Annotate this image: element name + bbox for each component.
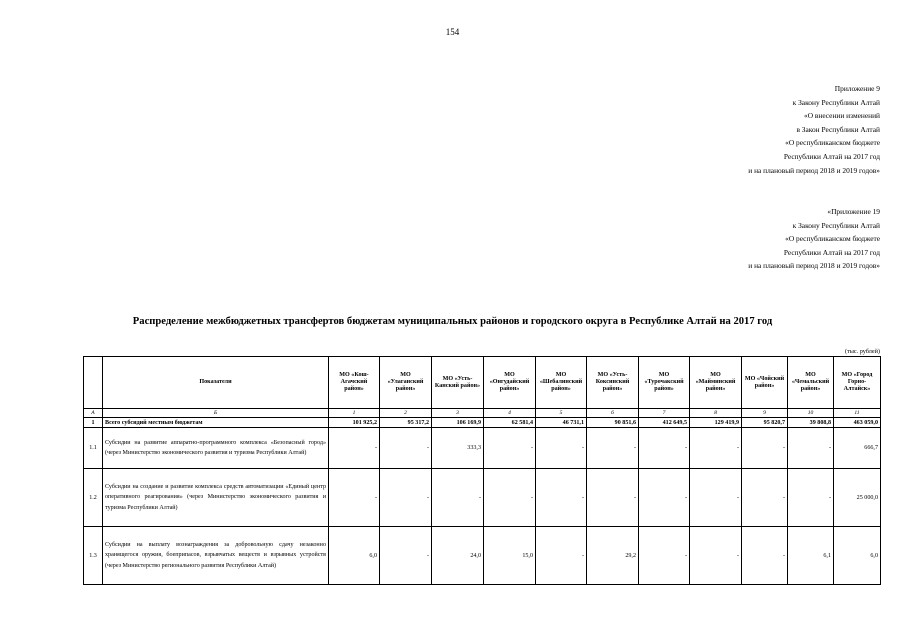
- column-header: МО «Чемальский район»: [788, 357, 834, 409]
- annex-9-line: Республики Алтай на 2017 год: [783, 151, 880, 161]
- column-number: 9: [742, 409, 788, 418]
- column-number: 4: [484, 409, 536, 418]
- column-header: МО «Усть-Коксинский район»: [587, 357, 639, 409]
- table-row-total: [84, 418, 881, 428]
- row-value: -: [639, 428, 690, 469]
- column-number: 5: [536, 409, 587, 418]
- column-number: А: [84, 409, 103, 418]
- column-number: 10: [788, 409, 834, 418]
- row-value: -: [742, 527, 788, 585]
- annex-9-line: в Закон Республики Алтай: [796, 124, 880, 134]
- row-value: -: [432, 469, 484, 527]
- row-value: 29,2: [587, 527, 639, 585]
- column-number: 8: [690, 409, 742, 418]
- row-value: -: [329, 428, 380, 469]
- annex-9-line: к Закону Республики Алтай: [792, 97, 880, 107]
- column-header: МО «Город Горно-Алтайск»: [834, 357, 881, 409]
- column-header: МО «Турочакский район»: [639, 357, 690, 409]
- row-number: 1: [84, 418, 103, 428]
- column-header: МО «Онгудайский район»: [484, 357, 536, 409]
- column-header: МО «Чойский район»: [742, 357, 788, 409]
- column-header: МО «Шебалинский район»: [536, 357, 587, 409]
- row-value: -: [742, 428, 788, 469]
- column-number: Б: [103, 409, 329, 418]
- row-value: -: [536, 428, 587, 469]
- row-value: -: [380, 469, 432, 527]
- annex-9-block: [748, 82, 880, 177]
- row-value: 6,0: [329, 527, 380, 585]
- annex-19-line: и на плановый период 2018 и 2019 годов»: [748, 261, 880, 271]
- row-number: 1.2: [84, 469, 103, 527]
- budget-table: [83, 356, 881, 585]
- annex-19-block: [748, 205, 880, 273]
- annex-9-line: «О республиканском бюджете: [785, 138, 880, 148]
- annex-19-line: «О республиканском бюджете: [785, 234, 880, 244]
- row-value: 666,7: [834, 428, 881, 469]
- row-value: 46 731,1: [536, 418, 587, 428]
- annex-9-line: Приложение 9: [834, 84, 880, 93]
- column-number: 1: [329, 409, 380, 418]
- row-number: 1.1: [84, 428, 103, 469]
- row-value: -: [536, 527, 587, 585]
- row-value: 95 317,2: [380, 418, 432, 428]
- row-value: 333,3: [432, 428, 484, 469]
- annex-19-line: «Приложение 19: [827, 207, 880, 216]
- annex-9-line: и на плановый период 2018 и 2019 годов»: [748, 165, 880, 175]
- row-indicator: Субсидии на развитие аппаратно-программного комплекса «Безопасный город» (через Министерство экономического развития и туризма Республики Алтай): [103, 428, 329, 469]
- table-row: [84, 527, 881, 585]
- row-indicator: Субсидии на создание и развитие комплекса средств автоматизации «Единый центр оперативного реагирования» (через Министерство экономического развития и туризма Республики Алтай): [103, 469, 329, 527]
- row-value: 106 169,9: [432, 418, 484, 428]
- document-title: Распределение межбюджетных трансфертов бюджетам муниципальных районов и городского округа в Республике Алтай на 2017 год: [132, 316, 773, 327]
- row-value: 412 649,5: [639, 418, 690, 428]
- row-value: -: [484, 428, 536, 469]
- units-label: (тыс. рублей): [845, 348, 880, 355]
- row-number: 1.3: [84, 527, 103, 585]
- column-header: Показатели: [103, 357, 329, 409]
- row-value: -: [788, 428, 834, 469]
- row-value: -: [484, 469, 536, 527]
- page-number: 154: [445, 27, 460, 37]
- annex-19-line: к Закону Республики Алтай: [792, 220, 880, 230]
- row-value: 95 820,7: [742, 418, 788, 428]
- column-number: 3: [432, 409, 484, 418]
- row-value: 101 925,2: [329, 418, 380, 428]
- row-value: 15,0: [484, 527, 536, 585]
- row-value: -: [536, 469, 587, 527]
- row-value: -: [639, 469, 690, 527]
- row-value: -: [639, 527, 690, 585]
- row-value: 62 581,4: [484, 418, 536, 428]
- column-header: МО «Улаганский район»: [380, 357, 432, 409]
- table-header-row: [84, 357, 881, 409]
- row-value: -: [690, 469, 742, 527]
- row-value: 463 059,0: [834, 418, 881, 428]
- row-value: 6,0: [834, 527, 881, 585]
- row-value: 6,1: [788, 527, 834, 585]
- table-row: [84, 428, 881, 469]
- column-header: [84, 357, 103, 409]
- table-row: [84, 469, 881, 527]
- column-header: МО «Усть-Канский район»: [432, 357, 484, 409]
- column-number: 7: [639, 409, 690, 418]
- row-indicator: Субсидии на выплату вознаграждения за добровольную сдачу незаконно хранящегося оружия, боеприпасов, взрывчатых веществ и взрывных устройств (через Министерство регионального развития Республики Алтай): [103, 527, 329, 585]
- column-number: 11: [834, 409, 881, 418]
- row-value: 25 000,0: [834, 469, 881, 527]
- column-number: 6: [587, 409, 639, 418]
- annex-19-line: Республики Алтай на 2017 год: [783, 247, 880, 257]
- column-number: 2: [380, 409, 432, 418]
- row-value: -: [329, 469, 380, 527]
- column-number-row: [84, 409, 881, 418]
- row-value: -: [742, 469, 788, 527]
- row-value: 24,0: [432, 527, 484, 585]
- column-header: МО «Майминский район»: [690, 357, 742, 409]
- row-value: -: [587, 428, 639, 469]
- row-value: -: [380, 428, 432, 469]
- row-value: 90 851,6: [587, 418, 639, 428]
- column-header: МО «Кош-Агачский район»: [329, 357, 380, 409]
- row-value: -: [587, 469, 639, 527]
- annex-9-line: «О внесении изменений: [804, 111, 880, 121]
- row-indicator: Всего субсидий местным бюджетам: [103, 418, 329, 428]
- row-value: -: [690, 428, 742, 469]
- row-value: -: [788, 469, 834, 527]
- row-value: 129 419,9: [690, 418, 742, 428]
- row-value: 39 808,8: [788, 418, 834, 428]
- row-value: -: [380, 527, 432, 585]
- row-value: -: [690, 527, 742, 585]
